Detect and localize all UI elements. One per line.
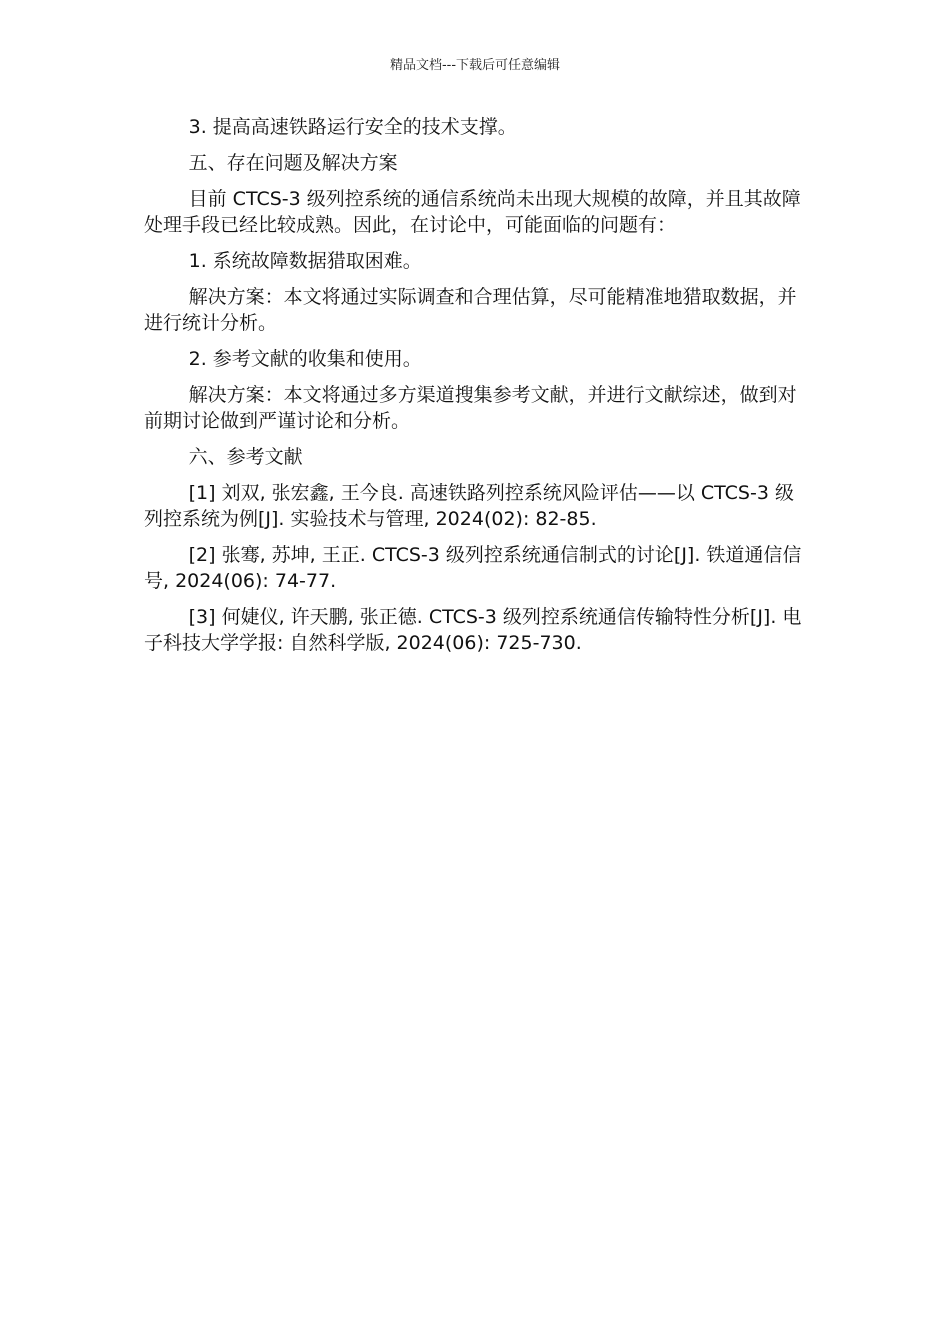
reference-item-3: [3] 何婕仪, 许天鹏, 张正德. CTCS-3 级列控系统通信传输特性分析[J]. 电子科技大学学报: 自然科学版, 2024(06): 725-730.	[144, 606, 802, 654]
solution-paragraph-1: 解决方案：本文将通过实际调查和合理估算，尽可能精准地猎取数据，并进行统计分析。	[144, 286, 797, 334]
paragraph-problems-intro: 目前 CTCS-3 级列控系统的通信系统尚未出现大规模的故障，并且其故障处理手段已经比较成熟。因此，在讨论中，可能面临的问题有：	[144, 188, 801, 236]
problem-item-2: 2. 参考文献的收集和使用。	[188, 348, 422, 370]
page-header: 精品文档---下载后可任意编辑	[389, 58, 561, 73]
section-heading-problems: 五、存在问题及解决方案	[188, 152, 398, 174]
reference-item-2: [2] 张骞, 苏坤, 王正. CTCS-3 级列控系统通信制式的讨论[J]. 铁道通信信号, 2024(06): 74-77.	[144, 544, 802, 592]
reference-item-1: [1] 刘双, 张宏鑫, 王今良. 高速铁路列控系统风险评估——以 CTCS-3 级列控系统为例[J]. 实验技术与管理, 2024(02): 82-85.	[144, 482, 794, 530]
section-heading-references: 六、参考文献	[188, 446, 303, 468]
solution-paragraph-2: 解决方案：本文将通过多方渠道搜集参考文献，并进行文献综述，做到对前期讨论做到严谨讨论和分析。	[144, 384, 797, 432]
document-body	[144, 114, 806, 666]
list-item-goal-3: 3. 提高高速铁路运行安全的技术支撑。	[188, 116, 517, 138]
problem-item-1: 1. 系统故障数据猎取困难。	[188, 250, 422, 272]
